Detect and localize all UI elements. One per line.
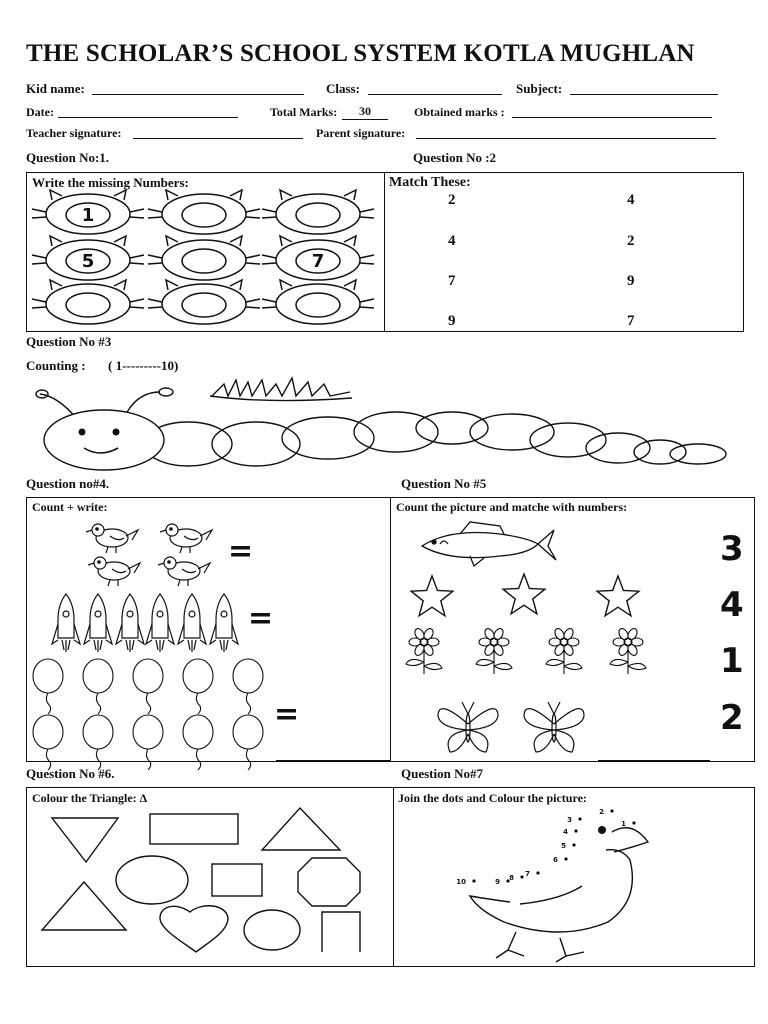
dot-point — [506, 879, 509, 882]
dot-label: 8 — [509, 874, 514, 882]
dot-label: 6 — [553, 856, 558, 864]
q3-label: Counting : — [26, 358, 86, 373]
teacher-signature-label: Teacher signature: — [26, 126, 122, 140]
face-number: 1 — [81, 205, 95, 226]
date-label: Date: — [26, 105, 54, 119]
dot-label: 3 — [567, 816, 572, 824]
dot-point — [520, 875, 523, 878]
total-marks-value: 30 — [342, 104, 388, 120]
parent-signature-label: Parent signature: — [316, 126, 406, 140]
equals-rockets: = — [248, 601, 274, 636]
dot-label: 1 — [621, 820, 626, 828]
q5-heading: Question No #5 — [401, 476, 487, 491]
dot-point — [574, 829, 577, 832]
q7-instruction: Join the dots and Colour the picture: — [398, 791, 587, 805]
subject-label: Subject: — [516, 81, 563, 96]
school-title: THE SCHOLAR’S SCHOOL SYSTEM KOTLA MUGHLAN — [26, 40, 695, 67]
equals-balloons: = — [274, 697, 300, 732]
kid-name-label: Kid name: — [26, 81, 85, 96]
q6-instruction: Colour the Triangle: Δ — [32, 791, 148, 805]
dot-label: 10 — [456, 878, 466, 886]
face-number: 7 — [311, 251, 325, 272]
q5-instruction: Count the picture and matche with numbers: — [396, 500, 628, 514]
face-number: 5 — [81, 251, 95, 272]
match-right-1: 4 — [627, 192, 635, 208]
q2-instruction: Match These: — [389, 175, 471, 190]
dot-label: 7 — [525, 870, 530, 878]
dot-label: 2 — [599, 808, 604, 816]
q2-heading: Question No :2 — [413, 150, 497, 165]
q5-number-1: 3 — [720, 529, 744, 569]
q5-number-4: 2 — [720, 698, 744, 738]
q4-instruction: Count + write: — [32, 500, 108, 514]
q1-heading: Question No:1. — [26, 150, 110, 165]
q5-number-2: 4 — [720, 585, 744, 625]
dot-point — [564, 857, 567, 860]
q3-range: ( 1---------10) — [108, 358, 179, 373]
total-marks-label: Total Marks: — [270, 105, 338, 119]
dot-point — [632, 821, 635, 824]
q4-heading: Question no#4. — [26, 476, 110, 491]
class-label: Class: — [326, 81, 360, 96]
dot-point — [610, 809, 613, 812]
dot-point — [578, 817, 581, 820]
match-left-4: 9 — [448, 313, 456, 329]
match-right-4: 7 — [627, 313, 635, 329]
dot-point — [536, 871, 539, 874]
q7-heading: Question No#7 — [401, 766, 483, 781]
q6-heading: Question No #6. — [26, 766, 115, 781]
match-left-3: 7 — [448, 273, 456, 289]
obtained-marks-label: Obtained marks : — [414, 105, 505, 119]
dot-label: 9 — [495, 878, 500, 886]
match-left-1: 2 — [448, 192, 456, 208]
equals-birds: = — [228, 534, 254, 569]
q3-heading: Question No #3 — [26, 334, 112, 349]
dot-label: 5 — [561, 842, 566, 850]
q5-number-3: 1 — [720, 641, 744, 681]
match-right-3: 9 — [627, 273, 635, 289]
match-right-2: 2 — [627, 233, 635, 249]
q1-instruction: Write the missing Numbers: — [32, 175, 189, 190]
match-left-2: 4 — [448, 233, 456, 249]
dot-point — [472, 879, 475, 882]
dot-point — [572, 843, 575, 846]
dot-label: 4 — [563, 828, 568, 836]
